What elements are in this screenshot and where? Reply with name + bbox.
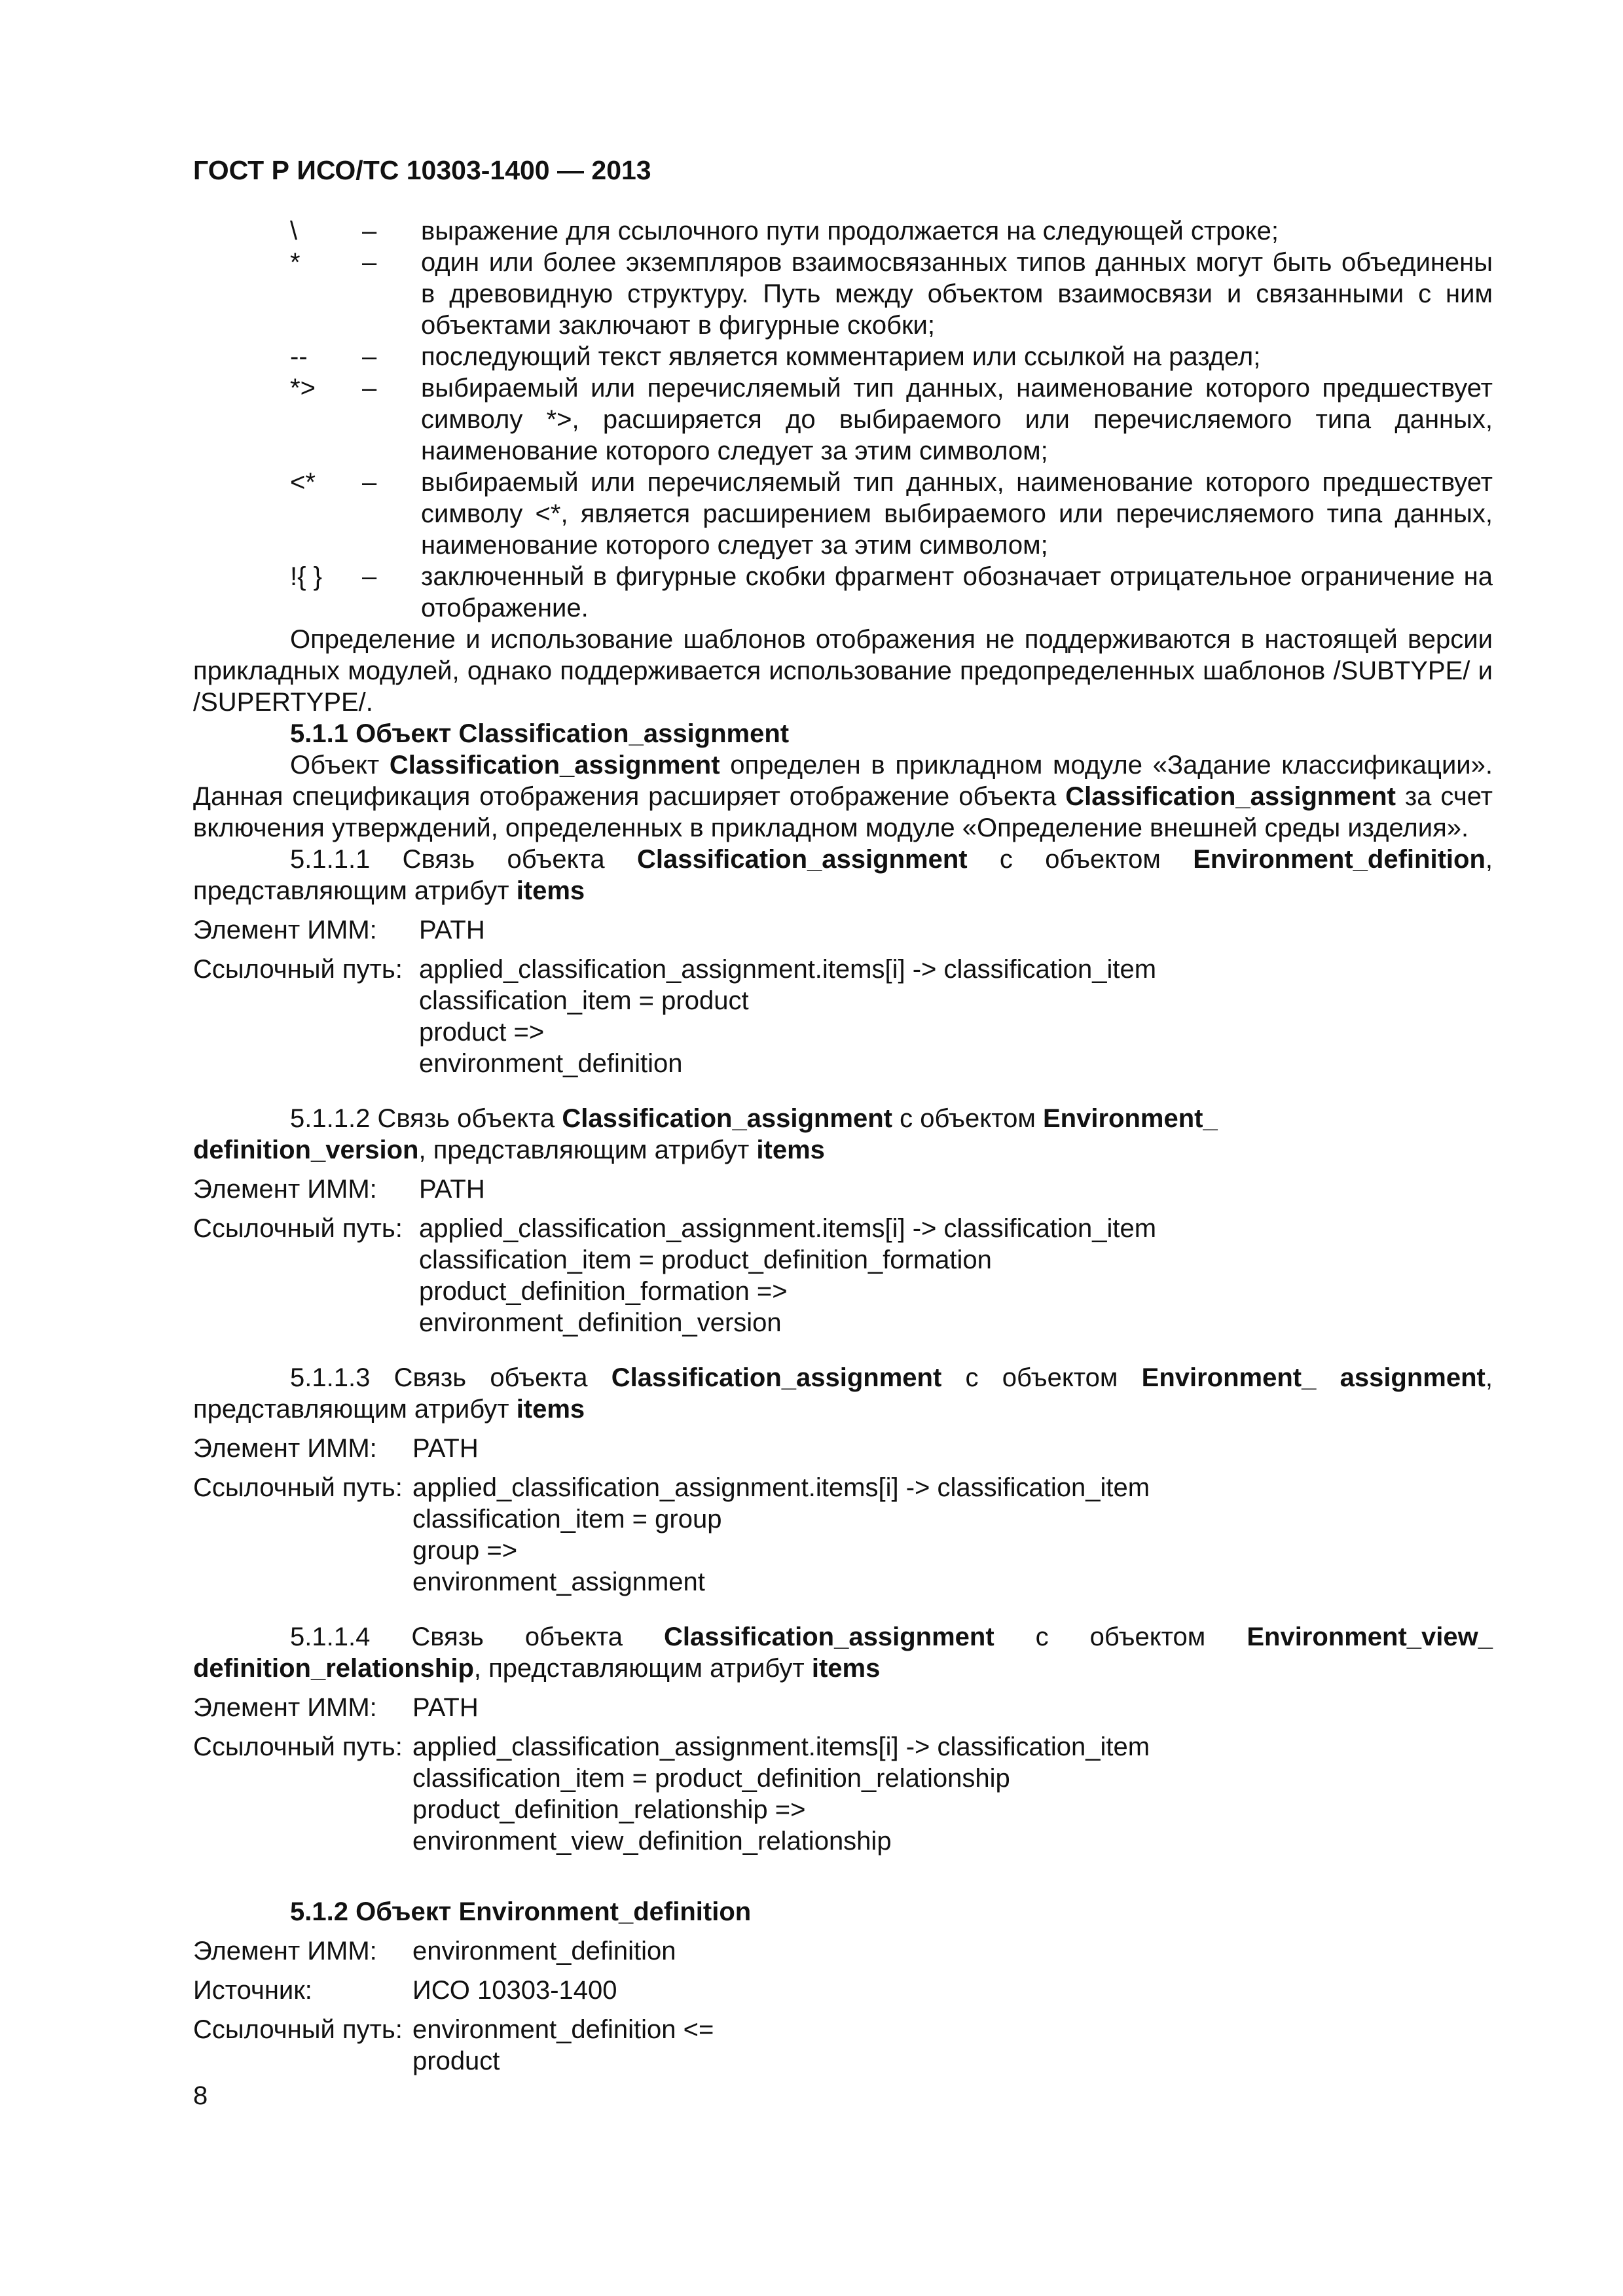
subsection-heading: 5.1.1.3 Связь объекта Classification_assignment с объектом Environment_ assignment, представляющим атрибут items [193, 1363, 1493, 1424]
element-label: Элемент ИММ: [193, 1434, 377, 1463]
page-content [193, 215, 1493, 2077]
symbol: -- [290, 342, 308, 371]
source-value: ИСО 10303-1400 [412, 1976, 617, 2005]
element-value: environment_definition [412, 1937, 676, 1965]
subsection-heading: 5.1.1.4 Связь объекта Classification_assignment с объектом Environment_view_ definition_relationship, представляющим атрибут items [193, 1623, 1493, 1683]
intro-paragraph: Определение и использование шаблонов отображения не поддерживаются в настоящей версии прикладных модулей, однако поддерживается использование предопределенных шаблонов /SUBTYPE/ и /SUPERTYPE/. [193, 625, 1493, 717]
path-value: applied_classification_assignment.items[i] -> classification_item classification_item = group group => environment_assignment [412, 1473, 1150, 1596]
symbol-row [193, 561, 1493, 624]
path-row [193, 2014, 1493, 2077]
section-heading: 5.1.1 Объект Classification_assignment [290, 719, 790, 748]
symbol-desc: выражение для ссылочного пути продолжается на следующей строке; [421, 217, 1279, 245]
symbol-row [193, 247, 1493, 341]
symbol-row [193, 372, 1493, 467]
element-value: PATH [419, 1175, 485, 1204]
path-label: Ссылочный путь: [193, 2015, 403, 2044]
symbol: !{ } [290, 562, 322, 591]
element-row [193, 1692, 1493, 1723]
element-label: Элемент ИММ: [193, 1693, 377, 1722]
symbol-row [193, 467, 1493, 561]
path-value: applied_classification_assignment.items[i] -> classification_item classification_item = product_definition_relationship product_definition_relationship => environment_view_definition_relationship [412, 1732, 1150, 1856]
symbol-desc: выбираемый или перечисляемый тип данных, наименование которого предшествует символу <*, является расширением выбираемого или перечисляемого типа данных, наименование которого следует за этим символом; [421, 468, 1493, 560]
source-row [193, 1975, 1493, 2006]
symbol: \ [290, 217, 298, 245]
dash: – [362, 217, 377, 245]
path-label: Ссылочный путь: [193, 1214, 403, 1243]
path-label: Ссылочный путь: [193, 1732, 403, 1761]
symbol: * [290, 248, 301, 277]
path-value: environment_definition <= product [412, 2015, 714, 2075]
symbol-row [193, 341, 1493, 372]
subsection-heading: 5.1.1.1 Связь объекта Classification_assignment с объектом Environment_definition, представляющим атрибут items [193, 845, 1493, 905]
element-value: PATH [412, 1693, 479, 1722]
path-row [193, 1472, 1493, 1598]
element-label: Элемент ИММ: [193, 1937, 377, 1965]
symbol-list [193, 215, 1493, 624]
element-row [193, 1935, 1493, 1967]
path-label: Ссылочный путь: [193, 1473, 403, 1502]
dash: – [362, 562, 377, 591]
element-label: Элемент ИММ: [193, 916, 377, 944]
path-row [193, 1213, 1493, 1338]
path-value: applied_classification_assignment.items[i] -> classification_item classification_item = product_definition_formation product_definition_formation => environment_definition_version [419, 1214, 1157, 1337]
path-row [193, 954, 1493, 1079]
symbol-desc: заключенный в фигурные скобки фрагмент обозначает отрицательное ограничение на отображение. [421, 562, 1493, 622]
source-label: Источник: [193, 1976, 312, 2005]
element-row [193, 914, 1493, 946]
path-row [193, 1731, 1493, 1857]
element-value: PATH [412, 1434, 479, 1463]
element-value: PATH [419, 916, 485, 944]
section-paragraph: Объект Classification_assignment определен в прикладном модуле «Задание классификации». Данная спецификация отображения расширяет отображение объекта Classification_assignment за счет включения утверждений, определенных в прикладном модуле «Определение внешней среды изделия». [193, 751, 1493, 842]
path-label: Ссылочный путь: [193, 955, 403, 984]
symbol-desc: один или более экземпляров взаимосвязанных типов данных могут быть объединены в древовидную структуру. Путь между объектом взаимосвязи и связанными с ним объектами заключают в фигурные скобки; [421, 248, 1493, 340]
element-label: Элемент ИММ: [193, 1175, 377, 1204]
document-header: ГОСТ Р ИСО/ТС 10303-1400 — 2013 [193, 155, 651, 185]
dash: – [362, 342, 377, 371]
dash: – [362, 468, 377, 497]
dash: – [362, 248, 377, 277]
section-heading: 5.1.2 Объект Environment_definition [290, 1897, 752, 1926]
subsection-heading: 5.1.1.2 Связь объекта Classification_assignment с объектом Environment_ definition_version, представляющим атрибут items [193, 1104, 1218, 1164]
symbol-desc: выбираемый или перечисляемый тип данных, наименование которого предшествует символу *>, расширяется до выбираемого или перечисляемого типа данных, наименование которого следует за этим символом; [421, 374, 1493, 465]
element-row [193, 1174, 1493, 1205]
page-number: 8 [193, 2081, 208, 2110]
dash: – [362, 374, 377, 403]
symbol: *> [290, 374, 316, 403]
element-row [193, 1433, 1493, 1464]
symbol-row [193, 215, 1493, 247]
path-value: applied_classification_assignment.items[i] -> classification_item classification_item = product product => environment_definition [419, 955, 1157, 1078]
symbol: <* [290, 468, 316, 497]
symbol-desc: последующий текст является комментарием или ссылкой на раздел; [421, 342, 1261, 371]
